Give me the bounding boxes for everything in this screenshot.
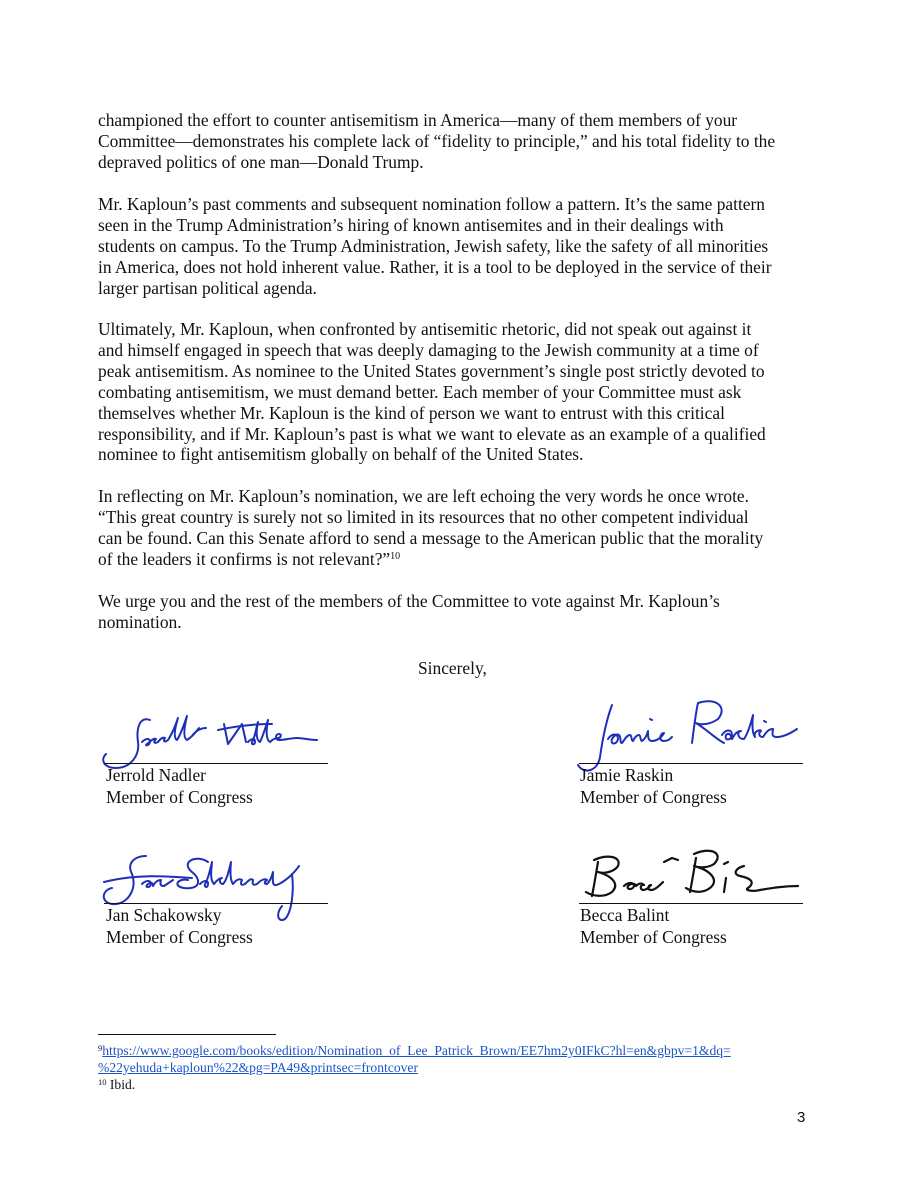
signatory-name: Becca Balint [580,905,670,925]
text-line: Ultimately, Mr. Kaploun, when confronted by antisemitic rhetoric, did not speak out against it [98,319,752,339]
signatory-name: Jamie Raskin [580,765,674,785]
text-line: depraved politics of one man—Donald Trump. [98,151,424,172]
footnote-10 [98,1077,135,1093]
footnote-text: Ibid. [109,1077,136,1092]
text-line: responsibility, and if Mr. Kaploun’s past is what we want to elevate as an example of a qualified [98,423,766,444]
signatory-title: Member of Congress [580,787,727,807]
paragraph-2 [98,194,828,299]
signature-line [579,903,803,904]
footnote-number: 9 [98,1043,103,1053]
paragraph-3 [98,319,828,465]
text-line: nominee to fight antisemitism globally on behalf of the United States. [98,444,584,465]
footnote-9-continued [98,1060,418,1076]
text-line: “This great country is surely not so limited in its resources that no other competent individual [98,506,749,527]
footnote-9 [98,1043,731,1059]
signature-line [104,903,328,904]
signatory-title: Member of Congress [106,927,253,947]
text-line: seen in the Trump Administration’s hiring of known antisemites and in their dealings with [98,214,724,235]
text-line: Mr. Kaploun’s past comments and subsequent nomination follow a pattern. It’s the same pattern [98,194,765,214]
signatory-title: Member of Congress [580,927,727,947]
footnote-link[interactable]: https://www.google.com/books/edition/Nomination_of_Lee_Patrick_Brown/EE7hm2y0IFkC?hl=en&gbpv=1&dq= [102,1043,731,1058]
closing: Sincerely, [418,658,487,678]
paragraph-4 [98,486,828,570]
paragraph-1 [98,110,828,173]
footnote-separator [98,1034,276,1035]
text-line-content: of the leaders it confirms is not relevant?” [98,548,391,569]
page-number: 3 [797,1109,806,1126]
text-line: students on campus. To the Trump Administration, Jewish safety, like the safety of all minorities [98,235,769,256]
text-line: Committee—demonstrates his complete lack of “fidelity to principle,” and his total fidelity to the [98,130,776,151]
signatory-title: Member of Congress [106,787,253,807]
signature-line [104,763,328,764]
text-line: themselves whether Mr. Kaploun is the kind of person we want to entrust with this critical [98,402,725,423]
text-line [98,549,828,570]
signature-line [579,763,803,764]
text-line: We urge you and the rest of the members of the Committee to vote against Mr. Kaploun’s [98,591,720,611]
text-line: can be found. Can this Senate afford to send a message to the American public that the morality [98,527,764,548]
text-line: and himself engaged in speech that was deeply damaging to the Jewish community at a time of [98,339,759,360]
footnote-number: 10 [98,1077,107,1087]
footnote-link-continued[interactable]: %22yehuda+kaploun%22&pg=PA49&printsec=frontcover [98,1060,418,1075]
signature-balint [576,842,806,912]
text-line: championed the effort to counter antisemitism in America—many of them members of your [98,110,738,130]
signatory-name: Jerrold Nadler [106,765,206,785]
text-line: in America, does not hold inherent value. Rather, it is a tool to be deployed in the service of their [98,256,772,277]
text-line: nomination. [98,611,182,632]
text-line: combating antisemitism, we must demand better. Each member of your Committee must ask [98,381,742,402]
text-line: larger partisan political agenda. [98,277,317,298]
paragraph-5 [98,591,828,633]
text-line: peak antisemitism. As nominee to the United States government’s single post strictly devoted to [98,360,765,381]
signatory-name: Jan Schakowsky [106,905,222,925]
text-line: In reflecting on Mr. Kaploun’s nomination, we are left echoing the very words he once wrote. [98,486,749,506]
footnote-ref-10: 10 [390,550,401,562]
